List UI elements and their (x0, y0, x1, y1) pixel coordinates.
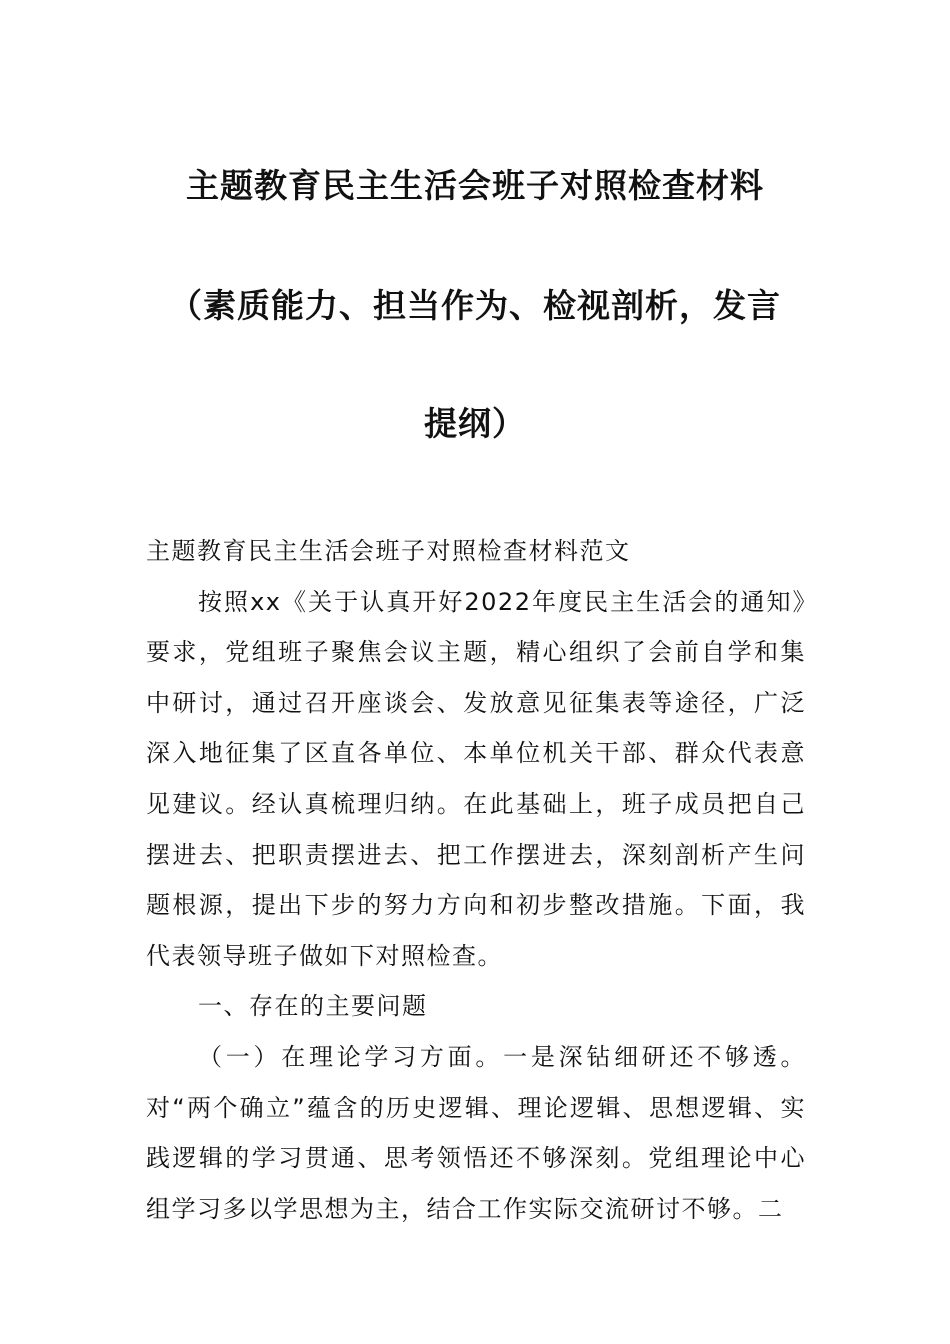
document-subtitle: 主题教育民主生活会班子对照检查材料范文 (146, 537, 631, 565)
document-title-line-2: （素质能力、担当作为、检视剖析，发言 (169, 286, 781, 325)
theory-study-paragraph: （一）在理论学习方面。一是深钻细研还不够透。对“两个确立”蕴含的历史逻辑、理论逻辑、思想逻辑、实践逻辑的学习贯通、思考领悟还不够深刻。党组理论中心组学习多以学思想为主，结合工作实际交流研讨不够。二 (146, 1042, 806, 1223)
document-title-line-3: 提纲） (424, 404, 526, 443)
section-heading-main-problems: 一、存在的主要问题 (198, 992, 428, 1021)
document-title-line-1: 主题教育民主生活会班子对照检查材料 (186, 166, 764, 205)
intro-paragraph: 按照xx《关于认真开好2022年度民主生活会的通知》要求，党组班子聚焦会议主题，精心组织了会前自学和集中研讨，通过召开座谈会、发放意见征集表等途径，广泛深入地征集了区直各单位、本单位机关干部、群众代表意见建议。经认真梳理归纳。在此基础上，班子成员把自己摆进去、把职责摆进去、把工作摆进去，深刻剖析产生问题根源，提出下步的努力方向和初步整改措施。下面，我代表领导班子做如下对照检查。 (146, 587, 806, 970)
document-body (146, 526, 806, 1234)
